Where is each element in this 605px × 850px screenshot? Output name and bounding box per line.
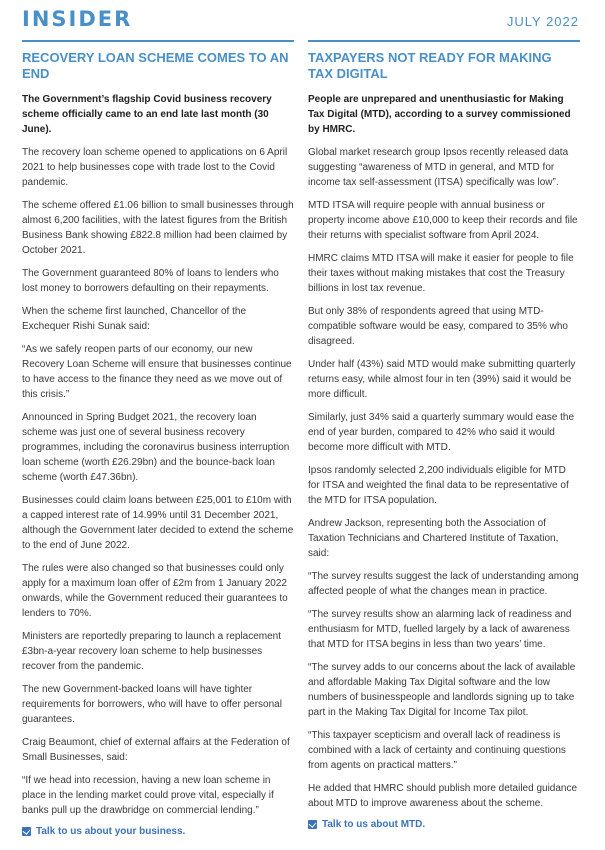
article-paragraph: Andrew Jackson, representing both the Association of Taxation Technicians and Chartered Institute of Taxation, said: [308, 518, 559, 559]
article-paragraph: “If we head into recession, having a new loan scheme in place in the lending market could prove vital, especially if banks pull up the drawbridge on commercial lending.” [22, 775, 274, 816]
article-paragraph: “This taxpayer scepticism and overall lack of readiness is combined with a lack of certainty and continuing questions from agents on practical matters.” [308, 730, 566, 771]
article-paragraph: Businesses could claim loans between £25,001 to £10m with a capped interest rate of 14.99% until 31 December 2021, although the Government later decided to extend the scheme to the end of June 2022. [22, 495, 294, 551]
article-paragraph: “The survey results suggest the lack of understanding among affected people of what the changes mean in practice. [308, 571, 579, 597]
checkbox-arrow-icon [22, 827, 31, 836]
issue-date: JULY 2022 [506, 13, 579, 29]
article-paragraph: When the scheme first launched, Chancellor of the Exchequer Rishi Sunak said: [22, 306, 247, 332]
masthead [22, 4, 579, 34]
article-paragraph: The Government guaranteed 80% of loans to lenders who lost money to borrowers defaulting on their repayments. [22, 268, 279, 294]
article-recovery-loan [22, 40, 294, 837]
article-paragraph: The new Government-backed loans will have tighter requirements for borrowers, who will have to offer personal guarantees. [22, 684, 282, 725]
article-paragraph: MTD ITSA will require people with annual business or property income above £10,000 to keep their records and file their returns with specialist software from April 2024. [308, 200, 578, 241]
article-paragraph: Under half (43%) said MTD would make submitting quarterly returns easy, while almost four in ten (39%) said it would be more difficult. [308, 359, 576, 400]
article-lede: The Government’s flagship Covid business recovery scheme officially came to an end late last month (30 June). [22, 94, 272, 135]
article-paragraph: He added that HMRC should publish more detailed guidance about MTD to improve awareness about the scheme. [308, 783, 578, 809]
article-paragraph: Announced in Spring Budget 2021, the recovery loan scheme was just one of several business recovery programmes, including the coronavirus business interruption loan scheme (worth £26.29bn) and the bounce-back loan scheme (worth £47.36bn). [22, 412, 290, 483]
contact-mtd-label: Talk to us about MTD. [322, 819, 426, 830]
article-paragraph: Global market research group Ipsos recently released data suggesting “awareness of MTD in general, and MTD for income tax self-assessment (ITSA) specifically was low”. [308, 147, 569, 188]
newsletter-title: INSIDER [22, 7, 133, 31]
article-divider [308, 40, 580, 42]
article-paragraph: But only 38% of respondents agreed that using MTD-compatible software would be easy, compared to 35% who disagreed. [308, 306, 568, 347]
article-divider [22, 40, 294, 42]
article-making-tax-digital [308, 40, 580, 830]
article-paragraph: The recovery loan scheme opened to applications on 6 April 2021 to help businesses cope with trade lost to the Covid pandemic. [22, 147, 288, 188]
article-paragraph: Ministers are reportedly preparing to launch a replacement £3bn-a-year recovery loan scheme to help businesses recover from the pandemic. [22, 631, 282, 672]
article-paragraph: Craig Beaumont, chief of external affairs at the Federation of Small Businesses, said: [22, 737, 290, 763]
article-title: TAXPAYERS NOT READY FOR MAKING TAX DIGITAL [308, 50, 552, 81]
article-paragraph: Similarly, just 34% said a quarterly summary would ease the end of year burden, compared to 42% who said it would become more difficult with MTD. [308, 412, 575, 453]
checkbox-arrow-icon [308, 820, 317, 829]
article-paragraph: “The survey results show an alarming lack of readiness and enthusiasm for MTD, fuelled largely by a lack of awareness that MTD for ITSA begins in less than two years’ time. [308, 609, 572, 650]
contact-business-link[interactable] [22, 826, 294, 837]
article-lede: People are unprepared and unenthusiastic for Making Tax Digital (MTD), according to a survey commissioned by HMRC. [308, 94, 571, 135]
article-paragraph: The scheme offered £1.06 billion to small businesses through almost 6,200 facilities, with the latest figures from the British Business Bank showing £822.8 million had been claimed by October 2021. [22, 200, 294, 256]
article-paragraph: “The survey adds to our concerns about the lack of available and affordable Making Tax Digital software and the low numbers of businesspeople and landlords signing up to take part in the Making Tax Digital for Income Tax pilot. [308, 662, 576, 718]
contact-business-label: Talk to us about your business. [36, 826, 186, 837]
article-paragraph: The rules were also changed so that businesses could only apply for a maximum loan offer of £2m from 1 January 2022 onwards, while the Government reduced their guarantees to lenders to 70%. [22, 563, 288, 619]
article-paragraph: HMRC claims MTD ITSA will make it easier for people to file their taxes without making mistakes that cost the Treasury billions in lost tax revenue. [308, 253, 574, 294]
article-paragraph: “As we safely reopen parts of our economy, our new Recovery Loan Scheme will ensure that businesses continue to have access to the finance they need as we move out of this crisis.” [22, 344, 292, 400]
contact-mtd-link[interactable] [308, 819, 580, 830]
article-title: RECOVERY LOAN SCHEME COMES TO AN END [22, 50, 289, 81]
article-paragraph: Ipsos randomly selected 2,200 individuals eligible for MTD for ITSA and weighted the final data to be representative of the MTD for ITSA population. [308, 465, 569, 506]
